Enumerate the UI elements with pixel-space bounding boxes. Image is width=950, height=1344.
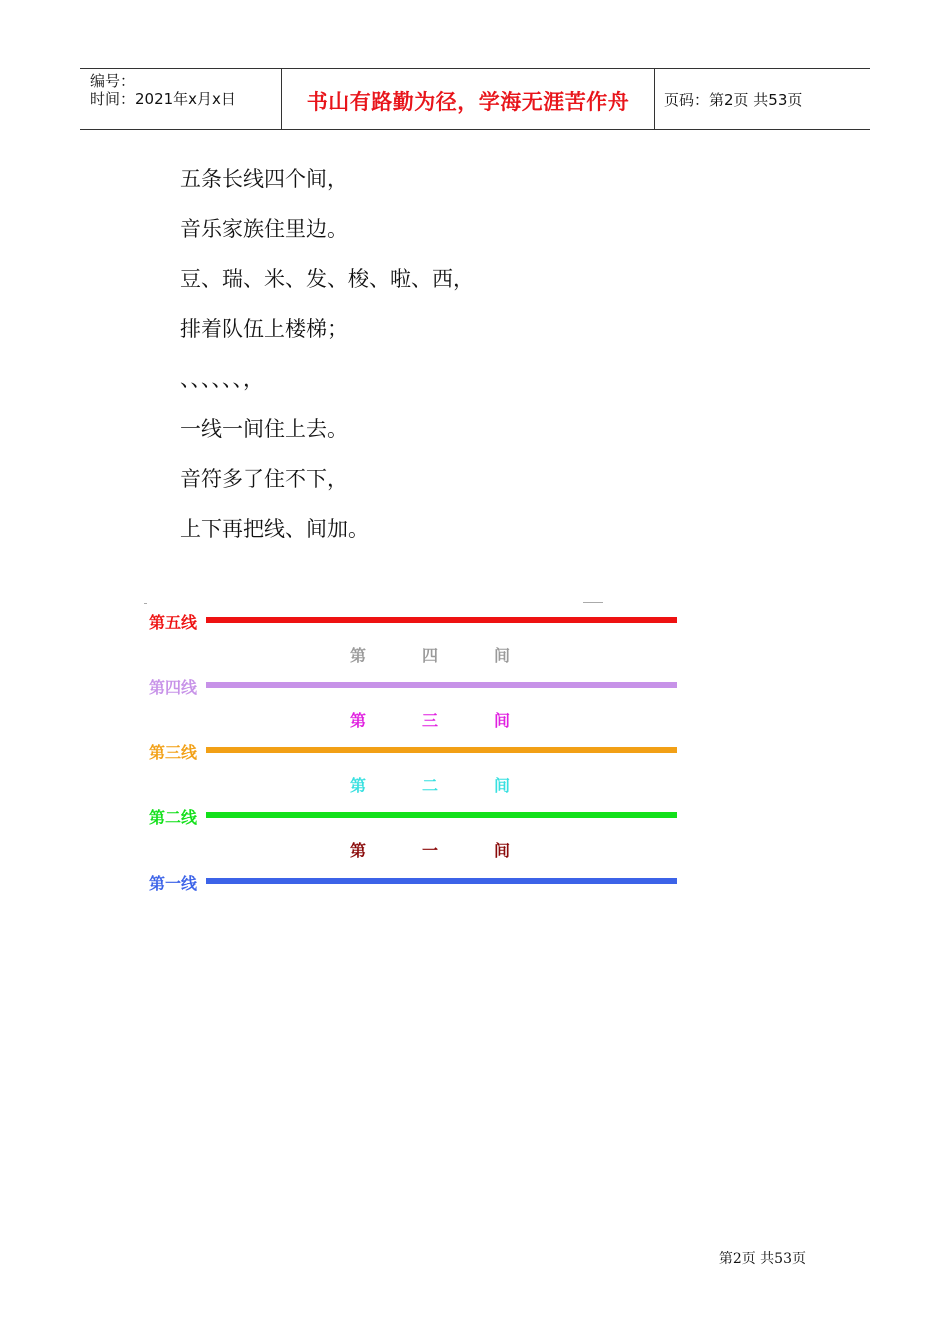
page-header (80, 68, 870, 130)
poem-line: 音乐家族住里边。 (180, 217, 348, 241)
staff-space-char: 间 (493, 711, 510, 730)
poem-line: 音符多了住不下， (180, 467, 348, 491)
staff-line (206, 747, 677, 753)
staff-line (206, 682, 677, 688)
poem (180, 164, 474, 564)
staff-space-char: 二 (421, 776, 438, 795)
staff-space-char: 间 (493, 776, 510, 795)
poem-line: 、、、、、、， (180, 367, 264, 391)
poem-line: 五条长线四个间， (180, 167, 348, 191)
poem-line: 一线一间住上去。 (180, 417, 348, 441)
staff-line (206, 812, 677, 818)
staff-line (206, 617, 677, 623)
motto-text: 书山有路勤为径，学海无涯苦作舟 (306, 90, 630, 114)
decorative-mark (583, 602, 603, 603)
staff-line-label: 第四线 (149, 678, 198, 697)
staff-line-label: 第五线 (149, 613, 198, 632)
staff-space-char: 间 (493, 646, 510, 665)
staff-space-char: 一 (421, 841, 438, 860)
staff-space-char: 四 (421, 646, 438, 665)
staff-space-label (350, 708, 510, 731)
staff-line-label: 第一线 (149, 874, 198, 893)
header-page-info: 页码：第2页 共53页 (664, 91, 803, 109)
staff-space-char: 第 (350, 776, 367, 795)
poem-line: 排着队伍上楼梯； (180, 317, 348, 341)
staff-space-label (350, 773, 510, 796)
staff-space-label (350, 643, 510, 666)
staff-line (206, 878, 677, 884)
staff-space-char: 第 (350, 711, 367, 730)
staff-line-label: 第二线 (149, 808, 198, 827)
header-motto-cell (282, 69, 655, 129)
header-meta-cell (80, 69, 282, 129)
staff-space-label (350, 838, 510, 861)
staff-space-char: 三 (421, 711, 438, 730)
staff-space-char: 第 (350, 841, 367, 860)
staff-line-label: 第三线 (149, 743, 198, 762)
decorative-mark (144, 603, 147, 604)
staff-diagram (140, 595, 700, 895)
staff-space-char: 间 (493, 841, 510, 860)
time-label: 时间：2021年x月x日 (90, 90, 236, 108)
poem-line: 上下再把线、间加。 (180, 517, 369, 541)
number-label: 编号： (90, 72, 136, 90)
header-page-cell (655, 69, 870, 129)
poem-line: 豆、瑞、米、发、梭、啦、西， (180, 267, 474, 291)
staff-space-char: 第 (350, 646, 367, 665)
page-footer: 第2页 共53页 (718, 1251, 806, 1267)
